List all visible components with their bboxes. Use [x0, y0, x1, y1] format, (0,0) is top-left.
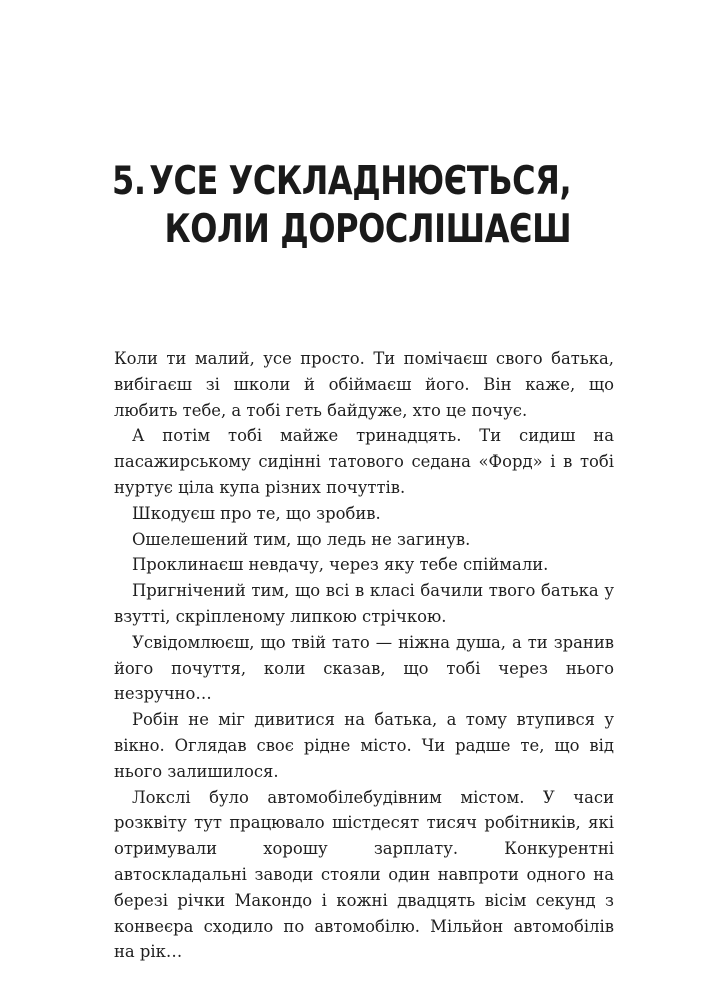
chapter-title-line-1: УСЕ УСКЛАДНЮЄТЬСЯ, — [149, 159, 572, 204]
body-text — [114, 346, 614, 965]
paragraph: А потім тобі майже тринадцять. Ти сидиш на пасажирському сидінні татового седана «Форд» і в тобі нуртує ціла купа різних почуттів. — [114, 426, 614, 497]
chapter-number-spacer — [112, 206, 165, 254]
paragraph: Усвідомлюєш, що твій тато — ніжна душа, а ти зранив його почуття, коли сказав, що тобі через нього незручно… — [114, 632, 614, 704]
paragraph: Коли ти малий, усе просто. Ти помічаєш свого батька, вибігаєш зі школи й обіймаєш його. Він каже, що любить тебе, а тобі геть байдуже, хто це почує. — [114, 349, 614, 420]
chapter-heading-line-2 — [112, 206, 571, 254]
chapter-number: 5. — [112, 159, 146, 204]
paragraph: Пригнічений тим, що всі в класі бачили твого батька у взутті, скріпленому липкою стрічкою. — [114, 581, 614, 626]
paragraph: Локслі було автомобілебудівним містом. У часи розквіту тут працювало шістдесят тисяч робітників, які отримували хорошу зарплату. Конкурентні автоскладальні заводи стояли один навпроти одного на березі річки Макондо і кожні двадцять вісім секунд з конвеєра сходило по автомобілю. Мільйон автомобілів на рік… — [114, 787, 614, 962]
paragraph: Ошелешений тим, що ледь не загинув. — [132, 529, 471, 549]
paragraph: Проклинаєш невдачу, через яку тебе спіймали. — [132, 555, 549, 575]
chapter-heading-line-1 — [112, 158, 571, 206]
paragraph: Робін не міг дивитися на батька, а тому втупився у вікно. Оглядав своє рідне місто. Чи радше те, що від нього залишилося. — [114, 710, 614, 781]
paragraph: Шкодуєш про те, що зробив. — [132, 503, 381, 523]
chapter-heading — [112, 158, 571, 254]
chapter-title-line-2: КОЛИ ДОРОСЛІШАЄШ — [164, 207, 572, 252]
